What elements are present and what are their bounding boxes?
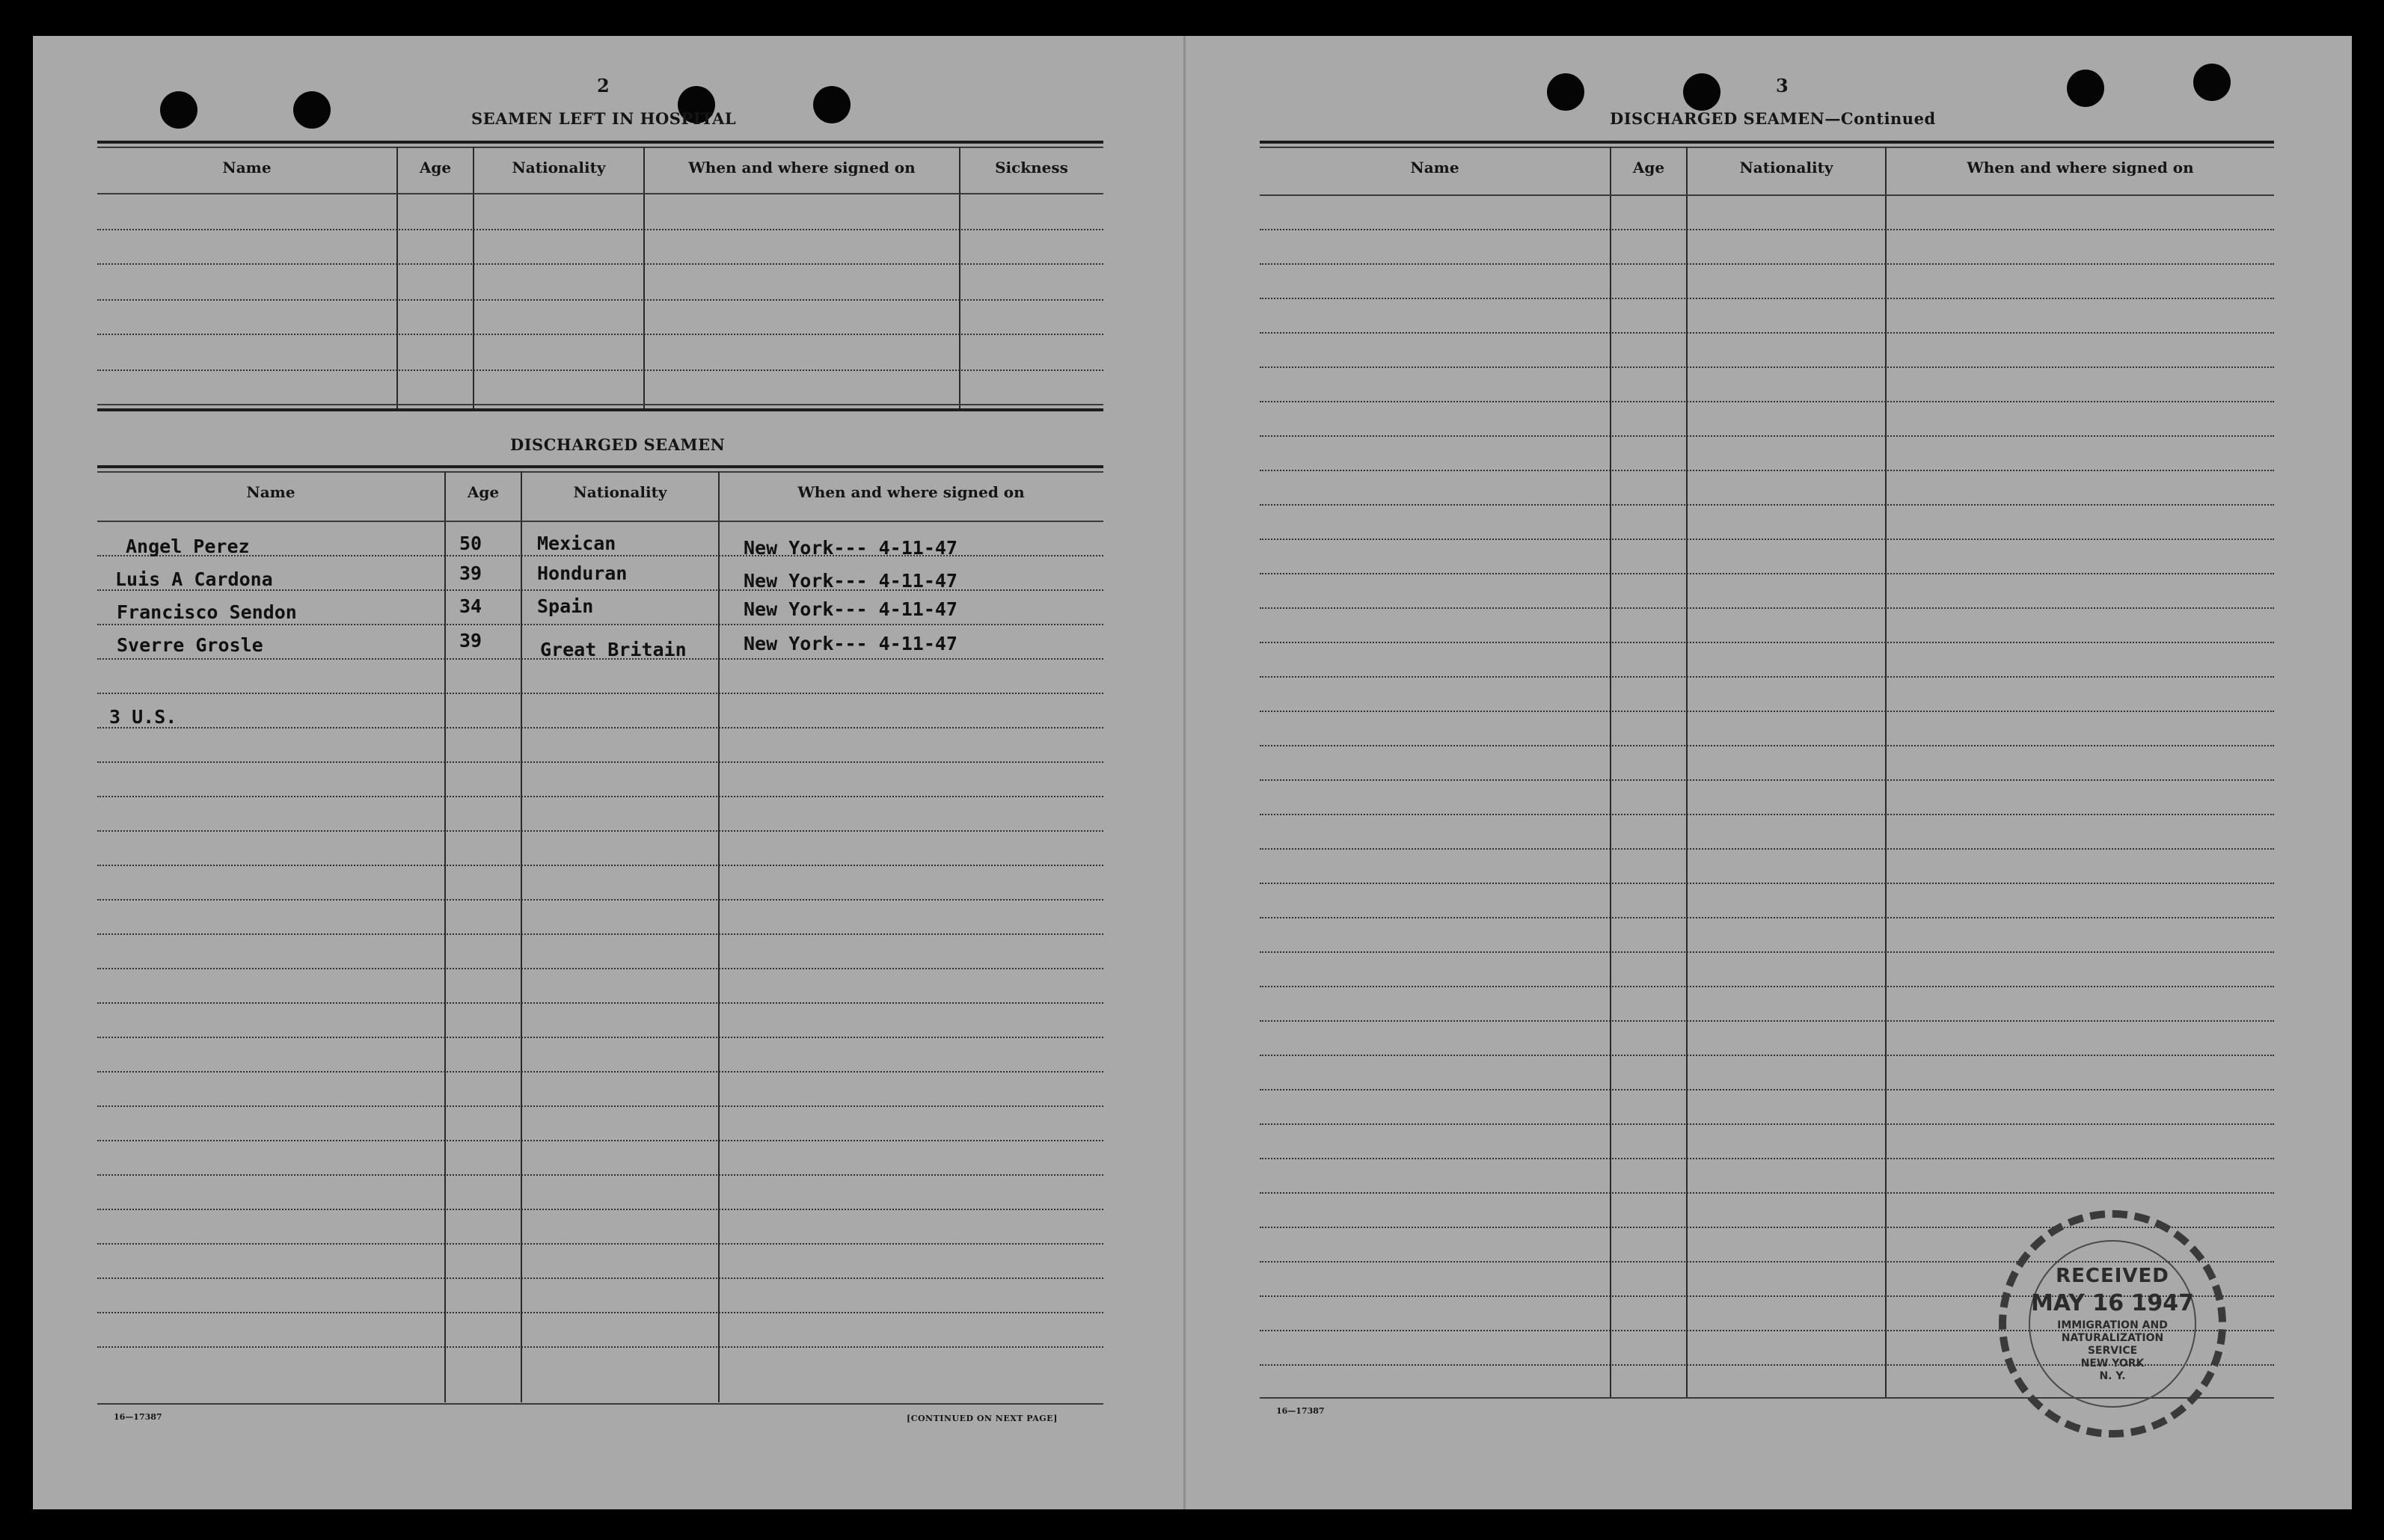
table-top-rule — [97, 141, 1103, 144]
row-rule — [1260, 435, 2274, 437]
row-rule — [97, 830, 1103, 832]
row-rule — [97, 299, 1103, 301]
column-header: When and where signed on — [797, 483, 1025, 501]
seaman-name: Francisco Sendon — [117, 601, 297, 623]
punch-hole — [1683, 73, 1720, 111]
row-rule — [97, 796, 1103, 797]
row-rule — [1260, 194, 2274, 196]
row-rule — [97, 933, 1103, 935]
row-rule — [1260, 539, 2274, 540]
row-rule — [1260, 504, 2274, 506]
continued-note: [CONTINUED ON NEXT PAGE] — [907, 1414, 1058, 1423]
row-rule — [1260, 883, 2274, 884]
row-rule — [97, 1002, 1103, 1004]
punch-hole — [813, 86, 851, 123]
row-rule — [1260, 814, 2274, 815]
form-number: 16—17387 — [1276, 1406, 1325, 1416]
stamp-inner-ring — [2029, 1240, 2196, 1408]
seaman-name: Angel Perez — [126, 536, 250, 557]
row-rule — [1260, 1055, 2274, 1056]
section-rule — [97, 408, 1103, 411]
row-rule — [1260, 951, 2274, 953]
column-header: Nationality — [512, 159, 606, 177]
row-rule — [1260, 229, 2274, 230]
seaman-signed-on: New York--- 4-11-47 — [744, 598, 957, 620]
row-rule — [97, 761, 1103, 763]
column-header: When and where signed on — [1967, 159, 2194, 177]
row-rule — [97, 1346, 1103, 1348]
seaman-age: 39 — [459, 630, 482, 651]
stamp-agency-line: NATURALIZATION — [2061, 1332, 2164, 1344]
column-divider — [444, 471, 446, 1402]
row-rule — [1260, 470, 2274, 471]
row-rule — [97, 334, 1103, 335]
row-rule — [1260, 745, 2274, 746]
seaman-nationality: Great Britain — [540, 639, 687, 660]
hospital-section-title: SEAMEN LEFT IN HOSPITAL — [471, 109, 737, 128]
row-rule — [1260, 1123, 2274, 1125]
punch-hole — [293, 91, 331, 129]
row-rule — [1260, 848, 2274, 850]
row-rule — [97, 263, 1103, 265]
page-number: 3 — [1776, 75, 1789, 96]
stamp-state: N. Y. — [2099, 1370, 2126, 1382]
table-top-rule — [97, 147, 1103, 148]
column-header: Age — [419, 159, 452, 177]
row-rule — [97, 521, 1103, 522]
seaman-nationality: Spain — [537, 595, 594, 617]
row-rule — [1260, 607, 2274, 609]
seaman-nationality: Mexican — [537, 533, 616, 554]
punch-hole — [1547, 73, 1584, 111]
row-rule — [1260, 366, 2274, 368]
row-rule — [97, 727, 1103, 728]
seaman-signed-on: New York--- 4-11-47 — [744, 633, 957, 654]
row-rule — [1260, 642, 2274, 643]
row-rule — [97, 899, 1103, 901]
row-rule — [1260, 401, 2274, 402]
row-rule — [97, 1174, 1103, 1176]
seaman-name: Sverre Grosle — [117, 634, 263, 656]
seaman-age: 39 — [459, 562, 482, 584]
row-rule — [97, 1312, 1103, 1313]
punch-hole — [160, 91, 197, 129]
column-header: Name — [222, 159, 272, 177]
seaman-signed-on: New York--- 4-11-47 — [744, 537, 957, 559]
row-rule — [1260, 917, 2274, 918]
column-header: Sickness — [995, 159, 1068, 177]
row-rule — [97, 229, 1103, 230]
stamp-agency-line: IMMIGRATION AND — [2057, 1319, 2168, 1331]
seaman-name: Luis A Cardona — [115, 568, 273, 590]
punch-hole — [2067, 70, 2104, 107]
row-rule — [97, 968, 1103, 969]
row-rule — [97, 404, 1103, 405]
row-rule — [97, 1037, 1103, 1038]
row-rule — [97, 1243, 1103, 1245]
row-rule — [97, 693, 1103, 694]
page-fold — [1183, 36, 1186, 1509]
row-rule — [1260, 1192, 2274, 1194]
column-divider — [521, 471, 522, 1402]
stamp-date: MAY 16 1947 — [2030, 1290, 2195, 1316]
row-rule — [1260, 986, 2274, 987]
row-rule — [1260, 1158, 2274, 1159]
left-page — [33, 36, 1185, 1509]
seaman-age: 34 — [459, 595, 482, 617]
stamp-agency-line: SERVICE — [2087, 1345, 2138, 1357]
row-rule — [97, 624, 1103, 625]
seaman-age: 50 — [459, 533, 482, 554]
table-top-rule — [1260, 147, 2274, 148]
column-header: When and where signed on — [688, 159, 916, 177]
received-stamp — [1999, 1210, 2226, 1438]
column-divider — [1610, 147, 1611, 1397]
column-header: Age — [1632, 159, 1665, 177]
column-divider — [1686, 147, 1688, 1397]
column-divider — [1885, 147, 1887, 1397]
row-rule — [1260, 1089, 2274, 1090]
table-bottom-rule — [97, 1403, 1103, 1405]
seaman-signed-on: New York--- 4-11-47 — [744, 570, 957, 592]
discharged-section-title: DISCHARGED SEAMEN — [510, 435, 726, 454]
row-rule — [97, 1071, 1103, 1073]
seaman-nationality: Honduran — [537, 562, 628, 584]
stamp-city: NEW YORK — [2080, 1358, 2145, 1369]
row-rule — [1260, 573, 2274, 574]
row-rule — [1260, 298, 2274, 299]
column-header: Age — [467, 483, 500, 501]
column-divider — [718, 471, 720, 1402]
annotation-us-count: 3 U.S. — [109, 706, 177, 728]
row-rule — [1260, 263, 2274, 265]
column-header: Nationality — [1739, 159, 1833, 177]
row-rule — [97, 1140, 1103, 1141]
punch-hole — [2193, 64, 2231, 101]
row-rule — [97, 1277, 1103, 1279]
row-rule — [97, 1209, 1103, 1210]
row-rule — [1260, 711, 2274, 712]
row-rule — [1260, 332, 2274, 334]
row-rule — [97, 369, 1103, 371]
row-rule — [1260, 676, 2274, 678]
column-header: Nationality — [573, 483, 667, 501]
stamp-received: RECEIVED — [2056, 1265, 2169, 1287]
row-rule — [97, 193, 1103, 194]
row-rule — [97, 1105, 1103, 1107]
row-rule — [97, 865, 1103, 866]
form-number: 16—17387 — [114, 1412, 162, 1422]
page-number: 2 — [597, 75, 610, 96]
table-top-rule — [97, 465, 1103, 468]
table-top-rule — [1260, 141, 2274, 144]
column-header: Name — [1410, 159, 1459, 177]
column-header: Name — [246, 483, 295, 501]
row-rule — [1260, 779, 2274, 781]
row-rule — [1260, 1020, 2274, 1022]
right-page-title: DISCHARGED SEAMEN—Continued — [1610, 109, 1936, 128]
table-top-rule — [97, 471, 1103, 473]
